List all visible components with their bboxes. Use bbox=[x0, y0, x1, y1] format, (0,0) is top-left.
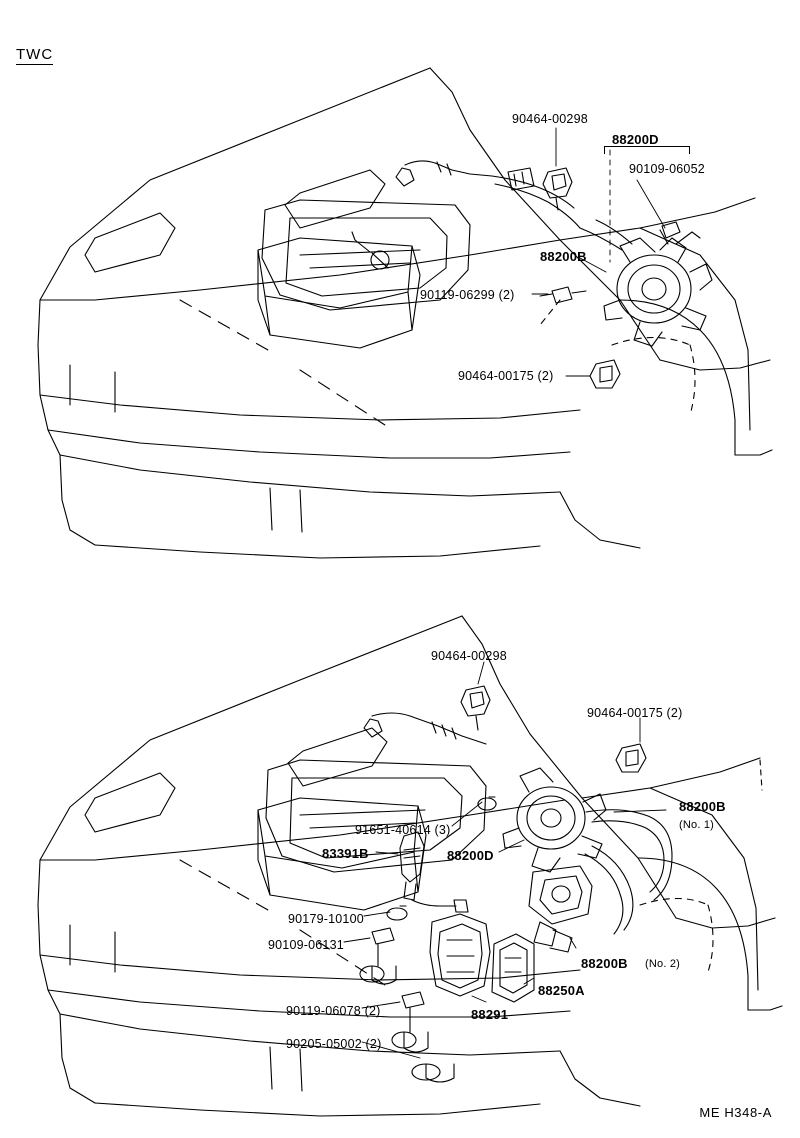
callout-90464-00175-lower: 90464-00175 (2) bbox=[587, 706, 683, 720]
callout-91651-40614: 91651-40614 (3) bbox=[355, 823, 451, 837]
callout-88200d-lower: 88200D bbox=[447, 848, 494, 863]
callout-bracket-88200d bbox=[604, 146, 690, 154]
callout-90119-06299: 90119-06299 (2) bbox=[420, 288, 515, 302]
callout-88200b-no1-sub: (No. 1) bbox=[679, 819, 715, 831]
callout-90109-06131: 90109-06131 bbox=[268, 938, 344, 952]
callout-90119-06078: 90119-06078 (2) bbox=[286, 1004, 381, 1018]
footer-page-code: ME H348-A bbox=[699, 1105, 772, 1120]
section-tag: TWC bbox=[16, 46, 54, 63]
callout-88200b-no2-sub: (No. 2) bbox=[645, 958, 681, 970]
callout-90205-05002: 90205-05002 (2) bbox=[286, 1037, 382, 1051]
callout-88200b-no1: 88200B bbox=[679, 799, 726, 814]
callout-88250a: 88250A bbox=[538, 983, 585, 998]
callout-88200d-upper: 88200D bbox=[612, 132, 659, 147]
callout-90464-00298-lower: 90464-00298 bbox=[431, 649, 507, 663]
callout-90464-00298-upper: 90464-00298 bbox=[512, 112, 588, 126]
upper-car-body bbox=[38, 68, 772, 558]
callout-90179-10100: 90179-10100 bbox=[288, 912, 364, 926]
callout-90109-06052: 90109-06052 bbox=[629, 162, 705, 176]
lower-car-body bbox=[38, 616, 782, 1116]
callout-88200b-no2: 88200B bbox=[581, 956, 628, 971]
callout-88291: 88291 bbox=[471, 1007, 509, 1022]
callout-83391b: 83391B bbox=[322, 846, 369, 861]
callout-88200b-upper: 88200B bbox=[540, 249, 587, 264]
callout-90464-00175-upper: 90464-00175 (2) bbox=[458, 369, 554, 383]
